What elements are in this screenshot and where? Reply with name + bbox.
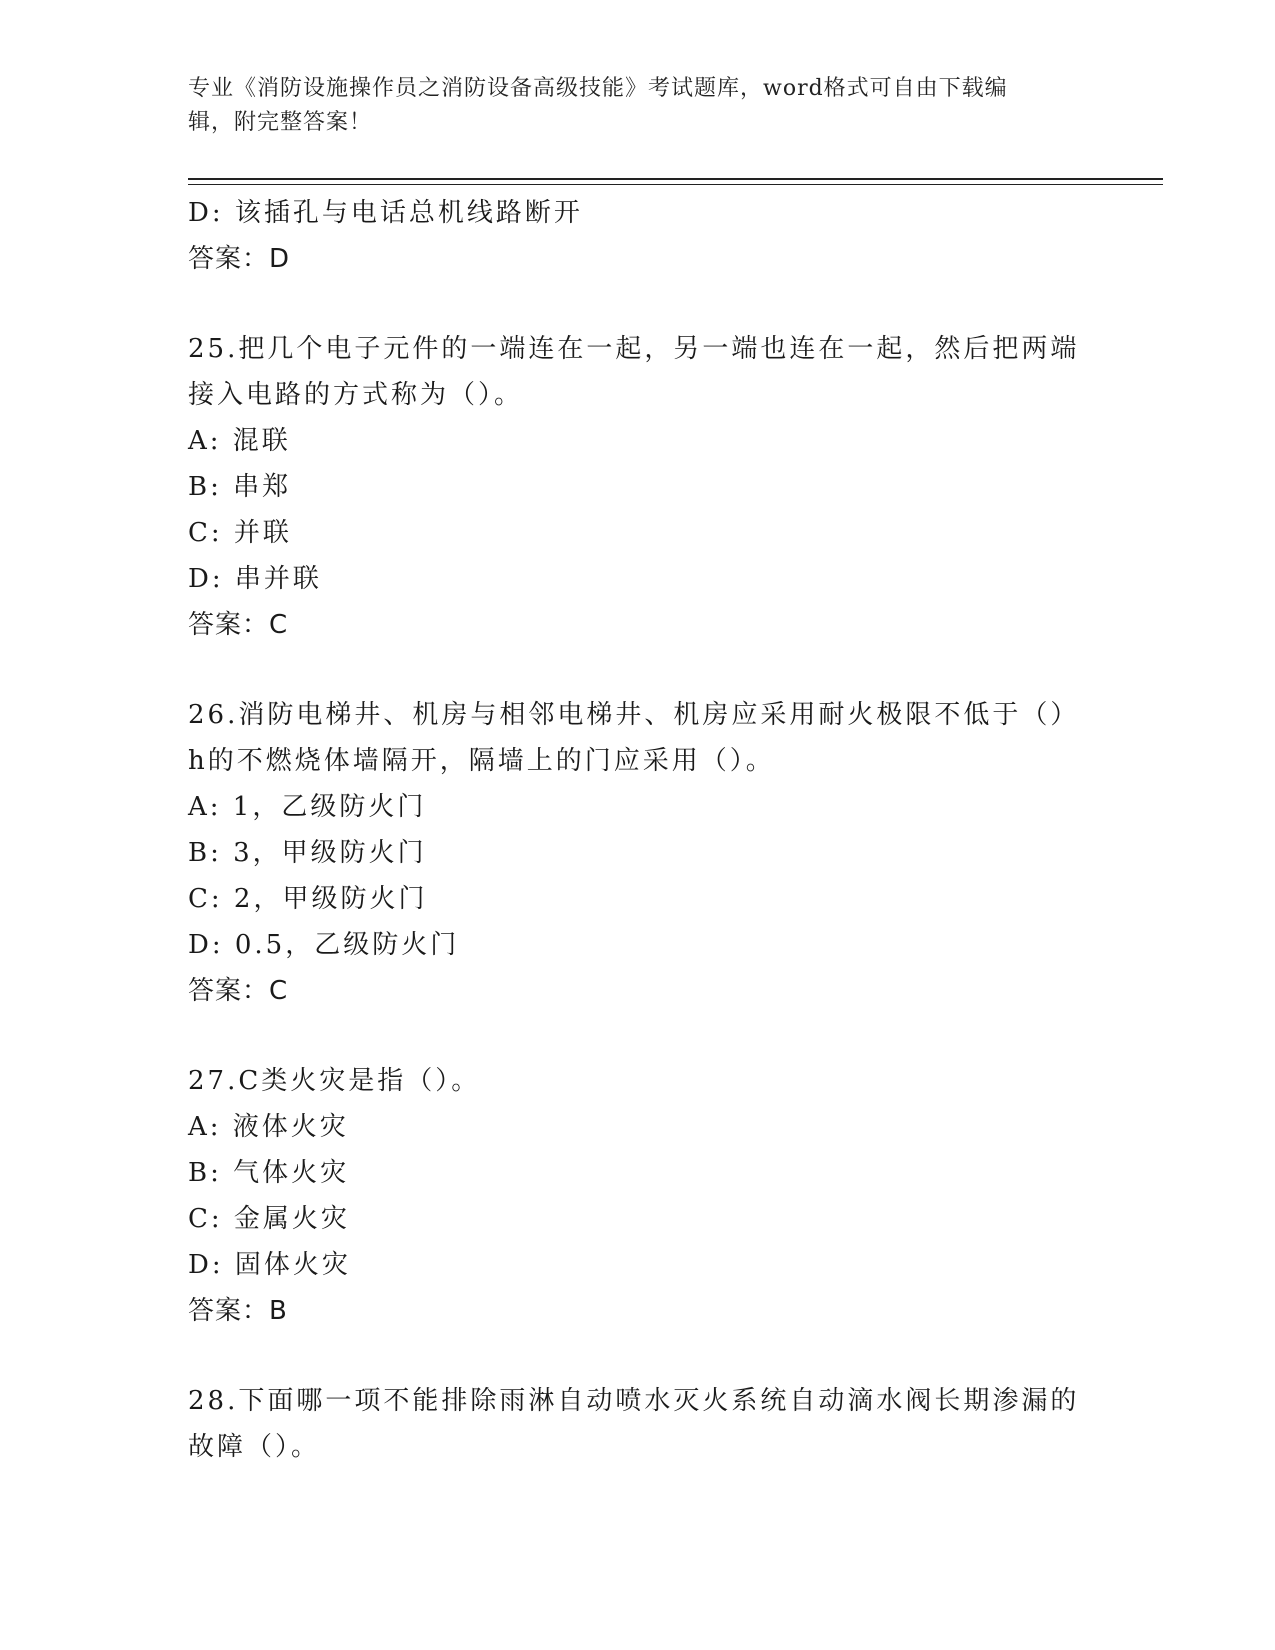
answer: 答案：B [188, 1296, 288, 1326]
question-stem: h的不燃烧体墙隔开，隔墙上的门应采用（）。 [188, 746, 775, 776]
option-b: B: 串郑 [188, 472, 292, 502]
option-c: C: 并联 [188, 518, 292, 548]
option-c: C: 2，甲级防火门 [188, 884, 428, 914]
option-d: D: 固体火灾 [188, 1250, 351, 1280]
prev-answer: 答案：D [188, 244, 291, 274]
prev-option-d: D: 该插孔与电话总机线路断开 [188, 198, 583, 228]
question-stem: 27.C类火灾是指（）。 [188, 1066, 481, 1096]
question-27 [188, 1058, 1088, 1334]
option-d: D: 0.5，乙级防火门 [188, 930, 460, 960]
option-a: A: 混联 [188, 426, 291, 456]
header-rule-thin [188, 184, 1163, 185]
header-rule-thick [188, 178, 1163, 180]
answer: 答案：C [188, 976, 289, 1006]
header-line-2: 辑，附完整答案！ [188, 110, 373, 135]
answer: 答案：C [188, 610, 289, 640]
option-b: B: 3，甲级防火门 [188, 838, 427, 868]
question-stem: 28.下面哪一项不能排除雨淋自动喷水灭火系统自动滴水阀长期渗漏的 [188, 1386, 1080, 1416]
question-stem: 26.消防电梯井、机房与相邻电梯井、机房应采用耐火极限不低于（） [188, 700, 1080, 730]
question-25 [188, 326, 1088, 648]
option-b: B: 气体火灾 [188, 1158, 350, 1188]
question-stem: 25.把几个电子元件的一端连在一起，另一端也连在一起，然后把两端 [188, 334, 1080, 364]
question-stem: 故障（）。 [188, 1432, 321, 1462]
option-d: D: 串并联 [188, 564, 322, 594]
question-stem: 接入电路的方式称为（）。 [188, 380, 524, 410]
document-header [188, 72, 1058, 140]
option-c: C: 金属火灾 [188, 1204, 350, 1234]
option-a: A: 1，乙级防火门 [188, 792, 427, 822]
option-a: A: 液体火灾 [188, 1112, 349, 1142]
header-line-1: 专业《消防设施操作员之消防设备高级技能》考试题库，word格式可自由下载编 [188, 76, 1008, 101]
question-26 [188, 692, 1088, 1014]
question-28 [188, 1378, 1088, 1470]
question-content [188, 190, 1088, 1470]
